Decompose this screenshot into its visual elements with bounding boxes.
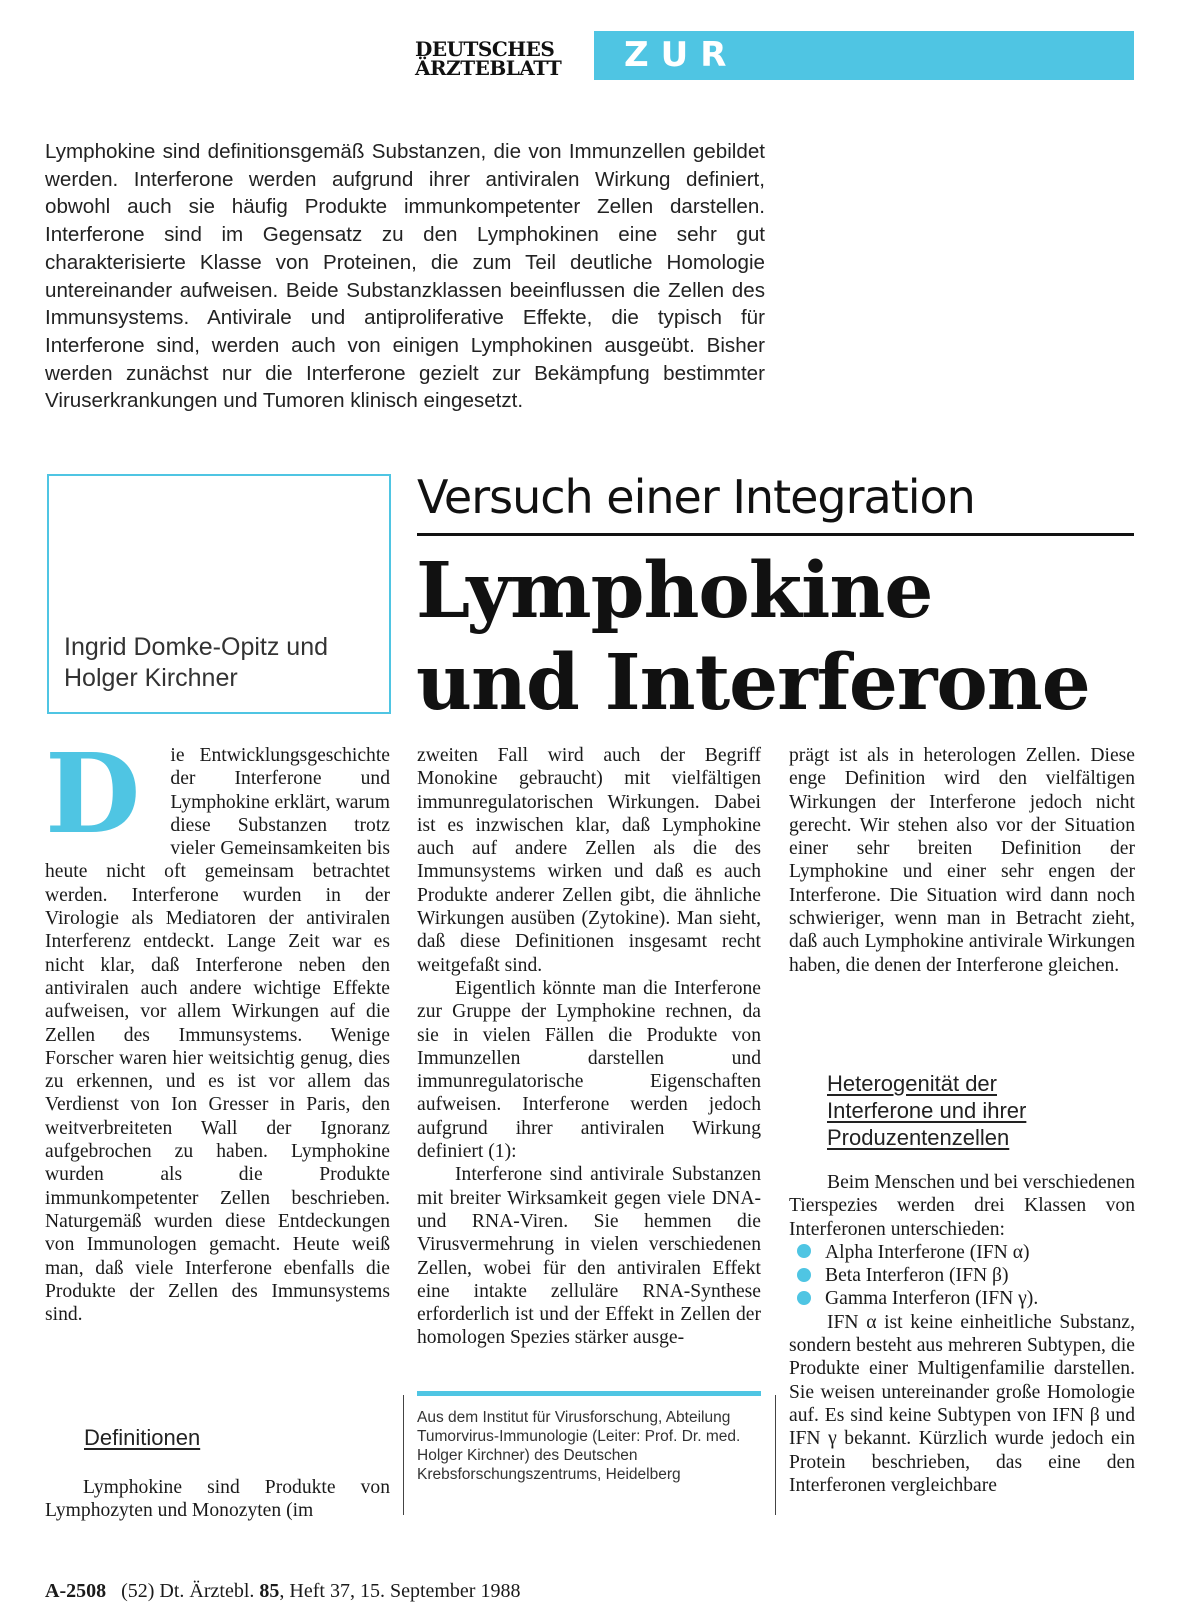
logo-line-2: ÄRZTEBLATT — [415, 56, 562, 80]
headline-rule — [417, 533, 1134, 536]
col3-paragraph-2: Beim Menschen und bei verschiedenen Tierspezies werden drei Klassen von Interferonen unterschieden: — [789, 1172, 1135, 1240]
title-line-2: und Interferone — [416, 638, 1090, 728]
drop-cap: D — [45, 729, 141, 858]
column-divider-2 — [775, 1395, 776, 1515]
section-banner: ZUR FORTBILDUNG — [594, 31, 1134, 80]
bullet-item: Beta Interferon (IFN β) — [789, 1264, 1135, 1287]
col2-paragraph-2: Eigentlich könnte man die Interferone zur Gruppe der Lymphokine rechnen, da sie in vielen Fällen die Produkte von Immunzellen darstellen und immunregulatorische Eigenschaften aufweisen. Interferone werden jedoch aufgrund ihrer antiviralen Wirkung definiert (1): — [417, 977, 761, 1163]
column-2 — [417, 744, 761, 1350]
column-divider-1 — [403, 1395, 404, 1515]
bullet-dot-icon — [797, 1268, 811, 1282]
article-title — [416, 545, 1136, 729]
author-line-1: Ingrid Domke-Opitz und — [64, 633, 329, 661]
col1-body: ie Entwicklungsgeschichte der Interferone und Lymphokine erklärt, warum diese Substanzen trotz vieler Gemeinsamkeiten bis heute nicht oft gemeinsam betrachtet werden. Interferone wurden in der Virologie als Mediatoren der antiviralen Interferenz entdeckt. Lange Zeit war es nicht klar, daß Interferone neben den antiviralen auch andere wichtige Effekte aufweisen, vor allem Wirkungen auf die Zellen des Immunsystems. Wenige Forscher waren hier weitsichtig genug, dies zu erkennen, und es ist vor allem das Verdienst von Ion Gresser in Paris, den weitverbreiteten Wall der Ignoranz aufgebrochen zu haben. Lymphokine wurden als die Produkte immunkompetenter Zellen beschrieben. Naturgemäß wurden diese Entdeckungen von Immunologen gemacht. Heute weiß man, daß viele Interferone ebenfalls die Produkte der Zellen des Immunsystems sind. — [45, 745, 390, 1326]
volume-number: 85 — [259, 1580, 280, 1602]
bullet-item: Gamma Interferon (IFN γ). — [789, 1287, 1135, 1310]
bullet-dot-icon — [797, 1244, 811, 1258]
subhead-definitionen — [84, 1424, 200, 1451]
page-footer — [45, 1580, 520, 1603]
col3-paragraph-3: IFN α ist keine einheitliche Substanz, sondern besteht aus mehreren Subtypen, die Produkte einer Multigenfamilie darstellen. Sie weisen untereinander große Homologie auf. Es sind keine Subtypen von IFN β und IFN γ bekannt. Kürzlich wurde jedoch ein Protein beschrieben, das eine den Interferonen vergleichbare — [789, 1311, 1135, 1496]
subhead-line-3: Produzentenzellen — [827, 1125, 1010, 1150]
headline-kicker: Versuch einer Integration — [417, 470, 975, 524]
column-3-continued — [789, 1171, 1135, 1497]
subhead-heterogenitaet — [827, 1070, 1087, 1151]
affiliation-note: Aus dem Institut für Virusforschung, Abteilung Tumorvirus-Immunologie (Leiter: Prof. Dr. med. Holger Kirchner) des Deutschen Krebsforschungszentrums, Heidelberg — [417, 1409, 741, 1483]
logo-line-1: DEUTSCHES — [415, 37, 555, 61]
subhead-definitionen-text: Definitionen — [84, 1425, 201, 1450]
author-line-2: Holger Kirchner — [64, 664, 238, 692]
title-line-1: Lymphokine — [416, 546, 933, 636]
definitions-paragraph — [45, 1476, 390, 1523]
author-names — [64, 632, 384, 694]
col2-paragraph-3: Interferone sind antivirale Substanzen mit breiter Wirksamkeit gegen viele DNA- und RNA-Viren. Sie hemmen die Virusvermehrung in vielen verschiedenen Zellen, wobei für den antiviralen Effekt eine intakte zelluläre RNA-Synthese erforderlich ist und der Effekt in Zellen der homologen Spezies stärker ausge- — [417, 1164, 761, 1349]
def-text: Lymphokine sind Produkte von Lymphozyten und Monozyten (im — [45, 1477, 390, 1522]
subhead-line-2: Interferone und ihrer — [827, 1098, 1027, 1123]
affiliation-rule — [417, 1391, 761, 1396]
column-1 — [45, 729, 390, 1326]
column-3 — [789, 744, 1135, 977]
page-number: A-2508 — [45, 1580, 107, 1602]
col3-paragraph-1: prägt ist als in heterologen Zellen. Diese enge Definition wird den vielfältigen Wirkungen der Interferone jedoch nicht gerecht. Wir stehen also vor der Situation einer sehr breiten Definition der Lymphokine und einer sehr engen der Interferone. Die Situation wird dann noch schwieriger, wenn man in Betracht zieht, daß auch Lymphokine antivirale Wirkungen haben, die denen der Interferone gleichen. — [789, 745, 1135, 976]
bullet-dot-icon — [797, 1291, 811, 1305]
issue-prefix: (52) Dt. Ärztebl. — [121, 1580, 255, 1602]
bullet-item: Alpha Interferone (IFN α) — [789, 1241, 1135, 1264]
intro-paragraph: Lymphokine sind definitionsgemäß Substanzen, die von Immunzellen gebildet werden. Interferone werden aufgrund ihrer antiviralen Wirkung definiert, obwohl auch sie häufig Produkte immunkompetenter Zellen darstellen. Interferone sind im Gegensatz zu den Lymphokinen eine sehr gut charakterisierte Klasse von Proteinen, die zum Teil deutliche Homologie untereinander aufweisen. Beide Substanzklassen beeinflussen die Zellen des Immunsystems. Antivirale und antiproliferative Effekte, die typisch für Interferone sind, werden auch von einigen Lymphokinen ausgeübt. Bisher werden zunächst nur die Interferone gezielt zur Bekämpfung bestimmter Viruserkrankungen und Tumoren klinisch eingesetzt. — [45, 140, 765, 413]
masthead-logo — [415, 37, 587, 80]
subhead-line-1: Heterogenität der — [827, 1071, 997, 1096]
issue-suffix: , Heft 37, 15. September 1988 — [279, 1580, 521, 1602]
col2-paragraph-1: zweiten Fall wird auch der Begriff Monokine gebraucht) mit vielfältigen immunregulatorischen Wirkungen. Dabei ist es inzwischen klar, daß Lymphokine auch auf andere Zellen als die des Immunsystems wirken und daß es auch Produkte anderer Zellen gibt, die ähnliche Wirkungen ausüben (Zytokine). Man sieht, daß diese Definitionen insgesamt recht weitgefaßt sind. — [417, 745, 761, 976]
